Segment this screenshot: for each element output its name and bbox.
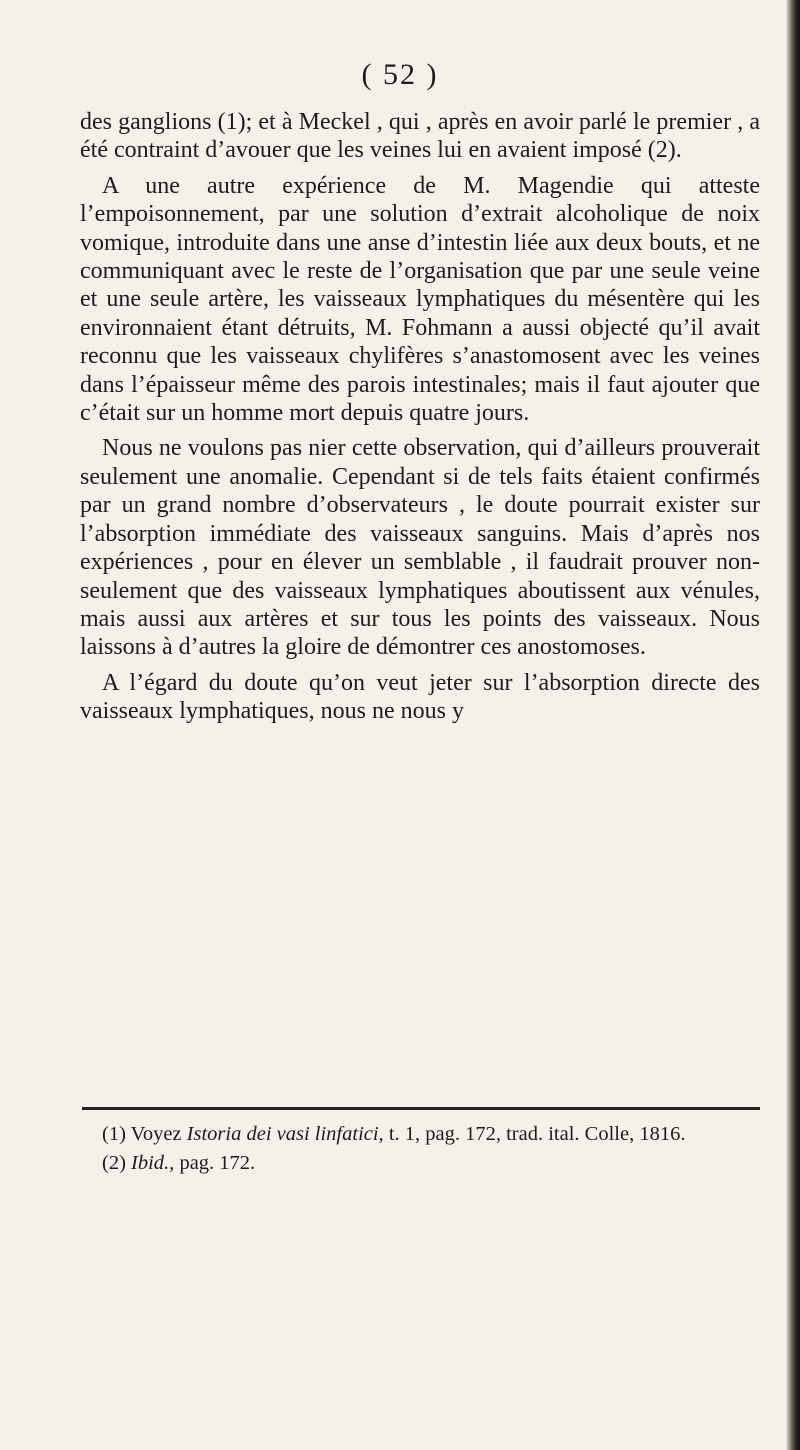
paragraph-3: Nous ne voulons pas nier cette observation, qui d’ailleurs prouverait seulement une anomalie. Cependant si de tels faits étaient confirmés par un grand nombre d’observateurs , le doute pourrait exister sur l’absorption immédiate des vaisseaux sanguins. Mais d’après nos expériences , pour en élever un semblable , il faudrait prouver non-seulement que des vaisseaux lymphatiques aboutissent aux vénules, mais aussi aux artères et sur tous les points des vaisseaux. Nous laissons à d’autres la gloire de démontrer ces anostomoses. — [80, 435, 760, 661]
page-edge-shadow — [786, 0, 800, 1450]
footnote-1-title: Istoria dei vasi linfatici, — [186, 1123, 384, 1145]
footnote-1-rest: t. 1, pag. 172, trad. ital. Colle, 1816. — [388, 1123, 686, 1145]
footnote-1 — [80, 1120, 760, 1149]
footnote-1-marker: (1) — [102, 1123, 126, 1145]
footnote-1-lead: Voyez — [130, 1123, 182, 1145]
footnote-2 — [80, 1149, 760, 1178]
paragraph-2: A une autre expérience de M. Magendie qui atteste l’empoisonnement, par une solution d’extrait alcoholique de noix vomique, introduite dans une anse d’intestin liée aux deux bouts, et ne communiquant avec le reste de l’organisation que par une seule veine et une seule artère, les vaisseaux lymphatiques du mésentère qui les environnaient étant détruits, M. Fohmann a aussi objecté qu’il avait reconnu que les vaisseaux chylifères s’anastomosent avec les veines dans l’épaisseur même des parois intestinales; mais il faut ajouter que c’était sur un homme mort depuis quatre jours. — [80, 172, 760, 427]
body-text — [80, 108, 760, 726]
footnote-2-title: Ibid., — [131, 1152, 175, 1174]
paragraph-1: des ganglions (1); et à Meckel , qui , après en avoir parlé le premier , a été contraint d’avouer que les veines lui en avaient imposé (2). — [80, 109, 760, 164]
paragraph-4: A l’égard du doute qu’on veut jeter sur l’absorption directe des vaisseaux lymphatiques, nous ne nous y — [80, 669, 760, 725]
footnote-divider — [82, 1107, 760, 1110]
footnote-2-marker: (2) — [102, 1152, 126, 1174]
footnote-2-rest: pag. 172. — [179, 1152, 256, 1174]
footnotes — [80, 1120, 760, 1178]
page-number: ( 52 ) — [361, 58, 439, 91]
